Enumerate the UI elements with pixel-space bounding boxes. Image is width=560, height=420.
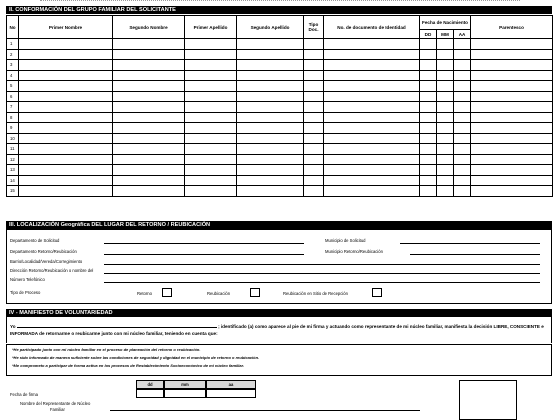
row-number: 11 — [7, 144, 19, 155]
table-cell[interactable] — [454, 49, 471, 60]
table-cell[interactable] — [185, 186, 237, 197]
table-cell[interactable] — [185, 70, 237, 81]
label-nombre-rep-2: Familiar — [50, 407, 65, 412]
nombre-rep-field[interactable] — [110, 410, 420, 411]
table-cell[interactable] — [471, 154, 553, 165]
table-cell[interactable] — [237, 102, 304, 113]
date-header-mm: mm — [164, 380, 206, 389]
table-cell[interactable] — [19, 39, 113, 50]
table-cell[interactable] — [454, 112, 471, 123]
date-aa-field[interactable] — [206, 389, 256, 398]
table-cell[interactable] — [113, 81, 185, 92]
row-number: 4 — [7, 70, 19, 81]
depto-retorno-field[interactable] — [104, 254, 304, 255]
table-cell[interactable] — [454, 91, 471, 102]
table-cell[interactable] — [19, 60, 113, 71]
table-cell[interactable] — [113, 39, 185, 50]
table-cell[interactable] — [471, 175, 553, 186]
table-cell[interactable] — [420, 133, 437, 144]
table-cell[interactable] — [420, 154, 437, 165]
label-nombre-rep-1: Nombre del Representante de Núcleo — [20, 401, 91, 406]
declaration-3: *Me comprometo a participar de forma activa en los procesos de Restablecimiento Socioeconómico de mi núcleo familiar. — [12, 363, 245, 368]
table-cell[interactable] — [19, 81, 113, 92]
table-cell[interactable] — [304, 81, 324, 92]
table-cell[interactable] — [113, 49, 185, 60]
table-row — [7, 60, 553, 71]
table-row — [7, 186, 553, 197]
row-number: 15 — [7, 186, 19, 197]
table-cell[interactable] — [304, 39, 324, 50]
row-number: 6 — [7, 91, 19, 102]
label-direccion: Dirección Retorno/Reubicación o nombre del — [10, 268, 94, 273]
municipio-retorno-field[interactable] — [410, 254, 540, 255]
table-cell[interactable] — [454, 175, 471, 186]
photo-box — [459, 380, 517, 420]
row-number: 14 — [7, 175, 19, 186]
table-cell[interactable] — [324, 60, 420, 71]
table-cell[interactable] — [185, 60, 237, 71]
depto-solicitud-field[interactable] — [104, 243, 304, 244]
table-cell[interactable] — [437, 186, 454, 197]
label-municipio-retorno: Municipio Retorno/Reubicación — [325, 249, 383, 254]
table-cell[interactable] — [237, 60, 304, 71]
table-cell[interactable] — [437, 49, 454, 60]
table-cell[interactable] — [324, 70, 420, 81]
table-cell[interactable] — [304, 123, 324, 134]
table-cell[interactable] — [304, 144, 324, 155]
table-cell[interactable] — [420, 91, 437, 102]
table-cell[interactable] — [420, 60, 437, 71]
section-iii-box — [6, 229, 552, 304]
label-retorno: Retorno — [137, 291, 152, 296]
table-cell[interactable] — [471, 81, 553, 92]
top-cutoff-strip — [0, 0, 560, 3]
table-cell[interactable] — [19, 112, 113, 123]
table-cell[interactable] — [19, 175, 113, 186]
col-header-primer-nombre: Primer Nombre — [19, 16, 113, 39]
col-header-num-doc: No. de documento de Identidad — [324, 16, 420, 39]
table-cell[interactable] — [454, 165, 471, 176]
row-number: 3 — [7, 60, 19, 71]
table-cell[interactable] — [304, 154, 324, 165]
table-cell[interactable] — [113, 91, 185, 102]
table-cell[interactable] — [324, 154, 420, 165]
table-cell[interactable] — [437, 102, 454, 113]
label-municipio-solicitud: Municipio de Solicitud — [325, 238, 366, 243]
voluntariedad-paragraph — [10, 323, 546, 337]
table-cell[interactable] — [237, 49, 304, 60]
table-cell[interactable] — [471, 112, 553, 123]
col-header-tipo-doc: Tipo Doc. — [304, 16, 324, 39]
col-header-dd: DD — [420, 30, 437, 39]
table-cell[interactable] — [437, 60, 454, 71]
table-row — [7, 175, 553, 186]
barrio-field[interactable] — [104, 264, 540, 265]
label-telefono: Número Telefónico — [10, 277, 45, 282]
label-barrio: Barrio/Localidad/Vereda/Corregimiento — [10, 259, 83, 264]
table-cell[interactable] — [324, 144, 420, 155]
table-cell[interactable] — [437, 70, 454, 81]
table-cell[interactable] — [437, 123, 454, 134]
table-row — [7, 165, 553, 176]
table-cell[interactable] — [237, 123, 304, 134]
table-cell[interactable] — [471, 133, 553, 144]
table-cell[interactable] — [113, 60, 185, 71]
date-header-aa: aa — [206, 380, 256, 389]
table-cell[interactable] — [324, 186, 420, 197]
table-cell[interactable] — [324, 112, 420, 123]
table-cell[interactable] — [437, 112, 454, 123]
table-cell[interactable] — [113, 123, 185, 134]
label-fecha-firma: Fecha de firma — [10, 392, 38, 397]
table-cell[interactable] — [324, 102, 420, 113]
table-cell[interactable] — [324, 39, 420, 50]
table-cell[interactable] — [19, 91, 113, 102]
col-header-no: No — [7, 16, 19, 39]
table-cell[interactable] — [437, 39, 454, 50]
table-cell[interactable] — [437, 165, 454, 176]
section-iv-header: IV - MANIFIESTO DE VOLUNTARIEDAD — [6, 309, 552, 317]
table-cell[interactable] — [113, 154, 185, 165]
table-cell[interactable] — [420, 49, 437, 60]
table-row — [7, 81, 553, 92]
col-header-segundo-apellido: Segundo Apellido — [237, 16, 304, 39]
table-cell[interactable] — [19, 123, 113, 134]
table-cell[interactable] — [185, 112, 237, 123]
row-number: 8 — [7, 112, 19, 123]
table-row — [7, 144, 553, 155]
table-cell[interactable] — [471, 123, 553, 134]
table-cell[interactable] — [420, 102, 437, 113]
table-cell[interactable] — [113, 112, 185, 123]
table-cell[interactable] — [420, 175, 437, 186]
table-cell[interactable] — [304, 70, 324, 81]
table-cell[interactable] — [471, 91, 553, 102]
row-number: 2 — [7, 49, 19, 60]
table-cell[interactable] — [324, 123, 420, 134]
row-number: 7 — [7, 102, 19, 113]
table-cell[interactable] — [324, 165, 420, 176]
declaration-2: *He sido informado de manera suficiente sobre las condiciones de seguridad y dignidad en el municipio de retorno o reubicación. — [12, 355, 260, 360]
col-header-fecha-nac: Fecha de Nacimiento — [420, 16, 471, 30]
table-cell[interactable] — [113, 165, 185, 176]
table-row — [7, 154, 553, 165]
reubicacion-checkbox[interactable] — [250, 288, 260, 297]
table-cell[interactable] — [185, 175, 237, 186]
col-header-primer-apellido: Primer Apellido — [185, 16, 237, 39]
table-cell[interactable] — [113, 175, 185, 186]
col-header-parentesco: Parentesco — [471, 16, 553, 39]
row-number: 13 — [7, 165, 19, 176]
table-cell[interactable] — [185, 81, 237, 92]
table-cell[interactable] — [19, 144, 113, 155]
table-cell[interactable] — [237, 186, 304, 197]
table-cell[interactable] — [185, 133, 237, 144]
table-cell[interactable] — [113, 186, 185, 197]
table-cell[interactable] — [437, 154, 454, 165]
table-cell[interactable] — [454, 39, 471, 50]
row-number: 5 — [7, 81, 19, 92]
table-cell[interactable] — [471, 165, 553, 176]
table-cell[interactable] — [420, 144, 437, 155]
table-cell[interactable] — [113, 144, 185, 155]
table-cell[interactable] — [304, 91, 324, 102]
table-cell[interactable] — [324, 91, 420, 102]
table-cell[interactable] — [420, 123, 437, 134]
table-cell[interactable] — [19, 49, 113, 60]
table-cell[interactable] — [324, 49, 420, 60]
table-cell[interactable] — [19, 154, 113, 165]
table-cell[interactable] — [420, 112, 437, 123]
table-cell[interactable] — [237, 144, 304, 155]
table-cell[interactable] — [19, 133, 113, 144]
table-row — [7, 133, 553, 144]
table-cell[interactable] — [237, 112, 304, 123]
table-cell[interactable] — [471, 70, 553, 81]
row-number: 1 — [7, 39, 19, 50]
table-cell[interactable] — [19, 70, 113, 81]
table-cell[interactable] — [304, 175, 324, 186]
table-cell[interactable] — [420, 165, 437, 176]
table-cell[interactable] — [304, 186, 324, 197]
para-rest: ; identificado (a) como aparece al pie de mi firma y actuando como representante de mi núcleo familiar, manifiesta la decisión LIBRE, CONSCIENTE e INFORMADA de retornarme o reubicarme junto con mi núcleo familiar, teniendo en cuenta que: — [10, 324, 544, 336]
table-cell[interactable] — [454, 144, 471, 155]
date-mm-field[interactable] — [164, 389, 206, 398]
table-cell[interactable] — [324, 133, 420, 144]
family-group-table — [6, 15, 553, 197]
table-cell[interactable] — [185, 165, 237, 176]
table-cell[interactable] — [304, 133, 324, 144]
table-cell[interactable] — [185, 123, 237, 134]
municipio-solicitud-field[interactable] — [400, 243, 540, 244]
table-cell[interactable] — [237, 133, 304, 144]
table-row — [7, 102, 553, 113]
table-cell[interactable] — [471, 49, 553, 60]
label-depto-solicitud: Departamento de Solicitud — [10, 238, 60, 243]
label-depto-retorno: Departamento Retorno/Reubicación — [10, 249, 77, 254]
name-blank[interactable] — [17, 323, 217, 328]
table-row — [7, 49, 553, 60]
table-cell[interactable] — [454, 186, 471, 197]
label-reubicacion: Reubicación — [207, 291, 231, 296]
reubicacion-sitio-checkbox[interactable] — [372, 288, 382, 297]
date-dd-field[interactable] — [136, 389, 164, 398]
col-header-aa: AA — [454, 30, 471, 39]
table-cell[interactable] — [185, 49, 237, 60]
table-cell[interactable] — [113, 70, 185, 81]
table-cell[interactable] — [237, 165, 304, 176]
col-header-segundo-nombre: Segundo Nombre — [113, 16, 185, 39]
table-cell[interactable] — [237, 39, 304, 50]
table-cell[interactable] — [19, 102, 113, 113]
table-cell[interactable] — [113, 133, 185, 144]
table-cell[interactable] — [237, 154, 304, 165]
table-cell[interactable] — [185, 144, 237, 155]
para-yo: Yo — [10, 324, 16, 329]
table-cell[interactable] — [454, 81, 471, 92]
table-cell[interactable] — [237, 175, 304, 186]
table-cell[interactable] — [237, 70, 304, 81]
table-row — [7, 70, 553, 81]
table-cell[interactable] — [437, 81, 454, 92]
label-reubicacion-sitio: Reubicación en Sitio de Recepción — [283, 291, 348, 296]
table-cell[interactable] — [471, 102, 553, 113]
table-cell[interactable] — [454, 70, 471, 81]
table-cell[interactable] — [454, 154, 471, 165]
table-cell[interactable] — [304, 112, 324, 123]
table-row — [7, 91, 553, 102]
direccion-field[interactable] — [104, 273, 540, 274]
label-tipo-proceso: Tipo de Proceso — [10, 290, 41, 295]
table-row — [7, 123, 553, 134]
declaration-1: *He participado junto con mi núcleo familiar en el proceso de planeación del retorno o reubicación. — [12, 347, 201, 352]
table-cell[interactable] — [437, 133, 454, 144]
table-cell[interactable] — [304, 49, 324, 60]
table-cell[interactable] — [113, 102, 185, 113]
table-cell[interactable] — [437, 144, 454, 155]
table-cell[interactable] — [471, 186, 553, 197]
section-iii-header: III. LOCALIZACIÓN Geográfica DEL LUGAR DEL RETORNO / REUBICACIÓN — [6, 221, 552, 229]
retorno-checkbox[interactable] — [162, 288, 172, 297]
table-cell[interactable] — [185, 154, 237, 165]
table-cell[interactable] — [437, 175, 454, 186]
table-cell[interactable] — [304, 165, 324, 176]
table-cell[interactable] — [19, 186, 113, 197]
date-header-dd: dd — [136, 380, 164, 389]
row-number: 12 — [7, 154, 19, 165]
table-cell[interactable] — [454, 123, 471, 134]
table-cell[interactable] — [420, 81, 437, 92]
row-number: 10 — [7, 133, 19, 144]
table-cell[interactable] — [304, 60, 324, 71]
row-number: 9 — [7, 123, 19, 134]
table-cell[interactable] — [454, 102, 471, 113]
table-cell[interactable] — [237, 91, 304, 102]
col-header-mm: MM — [437, 30, 454, 39]
table-cell[interactable] — [304, 102, 324, 113]
table-cell[interactable] — [437, 91, 454, 102]
table-cell[interactable] — [471, 144, 553, 155]
telefono-field[interactable] — [104, 282, 540, 283]
section-ii-header: II. CONFORMACIÓN DEL GRUPO FAMILIAR DEL SOLICITANTE — [6, 6, 552, 14]
table-cell[interactable] — [19, 165, 113, 176]
table-cell[interactable] — [420, 70, 437, 81]
table-cell[interactable] — [420, 39, 437, 50]
table-cell[interactable] — [420, 186, 437, 197]
table-cell[interactable] — [324, 81, 420, 92]
table-row — [7, 39, 553, 50]
table-cell[interactable] — [185, 91, 237, 102]
table-cell[interactable] — [471, 39, 553, 50]
table-cell[interactable] — [454, 133, 471, 144]
table-cell[interactable] — [185, 102, 237, 113]
table-row — [7, 112, 553, 123]
table-cell[interactable] — [185, 39, 237, 50]
table-cell[interactable] — [471, 60, 553, 71]
table-cell[interactable] — [324, 175, 420, 186]
table-cell[interactable] — [237, 81, 304, 92]
table-cell[interactable] — [454, 60, 471, 71]
